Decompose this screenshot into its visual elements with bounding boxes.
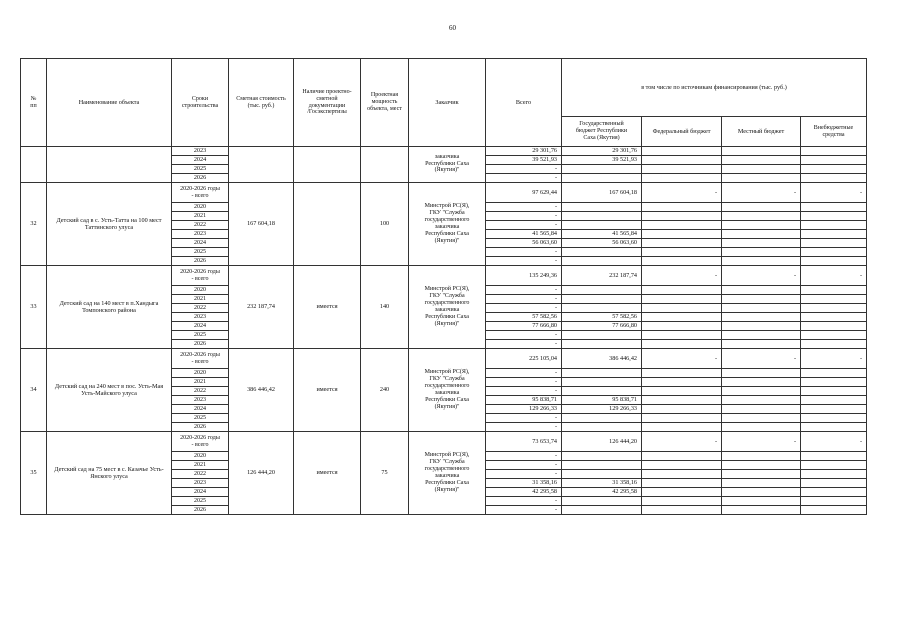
total-cell: -: [486, 506, 562, 515]
header-no: № пп: [21, 59, 47, 147]
capacity: 100: [361, 183, 409, 266]
carry-cost: [229, 147, 294, 183]
local-budget-cell: [722, 405, 801, 414]
capacity: 75: [361, 432, 409, 515]
federal-budget-cell: [642, 295, 722, 304]
state-budget-cell: [562, 331, 642, 340]
federal-budget-cell: [642, 378, 722, 387]
carry-customer: [409, 147, 486, 183]
offbudget-cell: [801, 340, 867, 349]
offbudget-cell: -: [801, 266, 867, 286]
local-budget-cell: [722, 156, 801, 165]
state-budget-cell: [562, 423, 642, 432]
offbudget-cell: [801, 248, 867, 257]
year-cell: 2021: [172, 461, 229, 470]
estimated-cost: 386 446,42: [229, 349, 294, 432]
offbudget-cell: [801, 304, 867, 313]
federal-budget-cell: [642, 230, 722, 239]
federal-budget-cell: [642, 423, 722, 432]
total-cell: 77 666,80: [486, 322, 562, 331]
total-cell: -: [486, 295, 562, 304]
state-budget-cell: [562, 165, 642, 174]
total-cell: 41 565,84: [486, 230, 562, 239]
state-budget-cell: [562, 369, 642, 378]
year-cell: 2022: [172, 387, 229, 396]
total-cell: -: [486, 497, 562, 506]
year-cell: 2024: [172, 488, 229, 497]
year-cell: 2021: [172, 212, 229, 221]
documentation-status: [294, 183, 361, 266]
year-cell: 2020-2026 годы - всего: [172, 266, 229, 286]
year-cell: 2024: [172, 156, 229, 165]
capacity: 240: [361, 349, 409, 432]
federal-budget-cell: [642, 340, 722, 349]
state-budget-cell: 41 565,84: [562, 230, 642, 239]
federal-budget-cell: [642, 414, 722, 423]
federal-budget-cell: [642, 203, 722, 212]
project-name: Детский сад на 240 мест в пос. Усть-Мая Усть-Майского улуса: [47, 349, 172, 432]
local-budget-cell: [722, 304, 801, 313]
state-budget-cell: 95 838,71: [562, 396, 642, 405]
federal-budget-cell: [642, 165, 722, 174]
offbudget-cell: [801, 230, 867, 239]
header-cost: Сметная стоимость (тыс. руб.): [229, 59, 294, 147]
year-cell: 2023: [172, 230, 229, 239]
total-cell: -: [486, 387, 562, 396]
total-cell: -: [486, 304, 562, 313]
offbudget-cell: [801, 414, 867, 423]
offbudget-cell: [801, 405, 867, 414]
federal-budget-cell: [642, 470, 722, 479]
local-budget-cell: [722, 230, 801, 239]
year-cell: 2022: [172, 221, 229, 230]
state-budget-cell: 42 295,58: [562, 488, 642, 497]
local-budget-cell: -: [722, 183, 801, 203]
offbudget-cell: [801, 479, 867, 488]
federal-budget-cell: [642, 497, 722, 506]
estimated-cost: 167 604,18: [229, 183, 294, 266]
total-cell: -: [486, 461, 562, 470]
federal-budget-cell: [642, 212, 722, 221]
table-row: [21, 147, 867, 156]
federal-budget-cell: [642, 396, 722, 405]
header-total: Всего: [486, 59, 562, 147]
total-cell: -: [486, 248, 562, 257]
carry-no: [21, 147, 47, 183]
total-cell: 29 301,76: [486, 147, 562, 156]
total-cell: 56 063,60: [486, 239, 562, 248]
local-budget-cell: [722, 497, 801, 506]
local-budget-cell: [722, 331, 801, 340]
state-budget-cell: 126 444,20: [562, 432, 642, 452]
federal-budget-cell: -: [642, 432, 722, 452]
header-local-budget: Местный бюджет: [722, 117, 801, 147]
year-cell: 2025: [172, 165, 229, 174]
local-budget-cell: [722, 295, 801, 304]
state-budget-cell: [562, 378, 642, 387]
year-cell: 2023: [172, 147, 229, 156]
local-budget-cell: [722, 488, 801, 497]
local-budget-cell: [722, 423, 801, 432]
header-state-budget: Государственный бюджет Республики Саха (Якутия): [562, 117, 642, 147]
state-budget-cell: [562, 506, 642, 515]
local-budget-cell: -: [722, 349, 801, 369]
state-budget-cell: [562, 286, 642, 295]
total-cell: -: [486, 340, 562, 349]
total-cell: 31 358,16: [486, 479, 562, 488]
state-budget-cell: 77 666,80: [562, 322, 642, 331]
federal-budget-cell: [642, 239, 722, 248]
total-cell: -: [486, 369, 562, 378]
federal-budget-cell: [642, 257, 722, 266]
local-budget-cell: [722, 221, 801, 230]
year-cell: 2022: [172, 304, 229, 313]
local-budget-cell: [722, 414, 801, 423]
total-cell: 135 249,36: [486, 266, 562, 286]
offbudget-cell: [801, 452, 867, 461]
customer: Минстрой РС(Я), ГКУ "Служба государственного заказчика Республики Саха (Якутия)": [409, 432, 486, 515]
offbudget-cell: [801, 295, 867, 304]
project-name: Детский сад на 140 мест в п.Хандыга Томпонского района: [47, 266, 172, 349]
year-cell: 2020: [172, 286, 229, 295]
year-cell: 2025: [172, 414, 229, 423]
total-cell: -: [486, 257, 562, 266]
state-budget-cell: [562, 340, 642, 349]
offbudget-cell: [801, 221, 867, 230]
project-number: 35: [21, 432, 47, 515]
federal-budget-cell: [642, 322, 722, 331]
year-cell: 2023: [172, 479, 229, 488]
year-cell: 2021: [172, 295, 229, 304]
total-cell: -: [486, 452, 562, 461]
year-cell: 2023: [172, 396, 229, 405]
local-budget-cell: [722, 387, 801, 396]
header-customer: Заказчик: [409, 59, 486, 147]
year-cell: 2024: [172, 405, 229, 414]
local-budget-cell: [722, 378, 801, 387]
offbudget-cell: [801, 212, 867, 221]
local-budget-cell: [722, 239, 801, 248]
estimated-cost: 126 444,20: [229, 432, 294, 515]
table-row: [21, 349, 867, 369]
year-cell: 2022: [172, 470, 229, 479]
federal-budget-cell: -: [642, 349, 722, 369]
offbudget-cell: -: [801, 432, 867, 452]
total-cell: -: [486, 165, 562, 174]
federal-budget-cell: -: [642, 183, 722, 203]
federal-budget-cell: [642, 479, 722, 488]
local-budget-cell: [722, 506, 801, 515]
header-row: [21, 59, 867, 117]
total-cell: 73 653,74: [486, 432, 562, 452]
local-budget-cell: [722, 369, 801, 378]
local-budget-cell: [722, 147, 801, 156]
offbudget-cell: [801, 461, 867, 470]
offbudget-cell: [801, 165, 867, 174]
total-cell: -: [486, 286, 562, 295]
offbudget-cell: [801, 387, 867, 396]
financing-table: [20, 58, 867, 515]
offbudget-cell: [801, 257, 867, 266]
federal-budget-cell: [642, 156, 722, 165]
header-sources: в том числе по источникам финансирования (тыс. руб.): [562, 59, 867, 117]
local-budget-cell: -: [722, 266, 801, 286]
carry-name: [47, 147, 172, 183]
state-budget-cell: [562, 221, 642, 230]
federal-budget-cell: [642, 369, 722, 378]
estimated-cost: 232 187,74: [229, 266, 294, 349]
local-budget-cell: [722, 322, 801, 331]
total-cell: 39 521,93: [486, 156, 562, 165]
year-cell: 2026: [172, 423, 229, 432]
customer-text: заказчика Республики Саха (Якутия)": [425, 153, 469, 174]
year-cell: 2023: [172, 313, 229, 322]
state-budget-cell: 129 266,33: [562, 405, 642, 414]
year-cell: 2026: [172, 506, 229, 515]
total-cell: -: [486, 470, 562, 479]
project-name: Детский сад на 75 мест в с. Казачье Усть-Янского улуса: [47, 432, 172, 515]
total-cell: 225 105,04: [486, 349, 562, 369]
offbudget-cell: -: [801, 183, 867, 203]
state-budget-cell: [562, 414, 642, 423]
state-budget-cell: 31 358,16: [562, 479, 642, 488]
state-budget-cell: 232 187,74: [562, 266, 642, 286]
year-cell: 2026: [172, 257, 229, 266]
project-number: 34: [21, 349, 47, 432]
local-budget-cell: [722, 286, 801, 295]
local-budget-cell: [722, 461, 801, 470]
state-budget-cell: [562, 461, 642, 470]
year-cell: 2026: [172, 340, 229, 349]
customer: Минстрой РС(Я), ГКУ "Служба государственного заказчика Республики Саха (Якутия)": [409, 183, 486, 266]
offbudget-cell: [801, 396, 867, 405]
year-cell: 2024: [172, 239, 229, 248]
federal-budget-cell: [642, 488, 722, 497]
customer: Минстрой РС(Я), ГКУ "Служба государственного заказчика Республики Саха (Якутия)": [409, 349, 486, 432]
table-row: [21, 183, 867, 203]
local-budget-cell: [722, 165, 801, 174]
federal-budget-cell: [642, 506, 722, 515]
local-budget-cell: [722, 248, 801, 257]
federal-budget-cell: -: [642, 266, 722, 286]
local-budget-cell: [722, 396, 801, 405]
state-budget-cell: [562, 387, 642, 396]
carry-capacity: [361, 147, 409, 183]
local-budget-cell: [722, 452, 801, 461]
total-cell: -: [486, 203, 562, 212]
local-budget-cell: [722, 340, 801, 349]
project-number: 33: [21, 266, 47, 349]
total-cell: -: [486, 212, 562, 221]
state-budget-cell: 56 063,60: [562, 239, 642, 248]
offbudget-cell: [801, 239, 867, 248]
year-cell: 2020-2026 годы - всего: [172, 432, 229, 452]
local-budget-cell: -: [722, 432, 801, 452]
customer: Минстрой РС(Я), ГКУ "Служба государственного заказчика Республики Саха (Якутия)": [409, 266, 486, 349]
state-budget-cell: [562, 497, 642, 506]
total-cell: -: [486, 221, 562, 230]
capacity: 140: [361, 266, 409, 349]
offbudget-cell: [801, 423, 867, 432]
state-budget-cell: 57 582,56: [562, 313, 642, 322]
state-budget-cell: [562, 212, 642, 221]
year-cell: 2020-2026 годы - всего: [172, 183, 229, 203]
offbudget-cell: [801, 488, 867, 497]
state-budget-cell: 29 301,76: [562, 147, 642, 156]
state-budget-cell: [562, 174, 642, 183]
federal-budget-cell: [642, 452, 722, 461]
offbudget-cell: [801, 313, 867, 322]
documentation-status: имеется: [294, 349, 361, 432]
local-budget-cell: [722, 212, 801, 221]
state-budget-cell: 167 604,18: [562, 183, 642, 203]
header-capacity: Проектная мощность объекта, мест: [361, 59, 409, 147]
year-cell: 2025: [172, 248, 229, 257]
federal-budget-cell: [642, 331, 722, 340]
offbudget-cell: [801, 369, 867, 378]
state-budget-cell: [562, 470, 642, 479]
table-row: [21, 266, 867, 286]
federal-budget-cell: [642, 221, 722, 230]
federal-budget-cell: [642, 387, 722, 396]
documentation-status: имеется: [294, 266, 361, 349]
state-budget-cell: 39 521,93: [562, 156, 642, 165]
year-cell: 2026: [172, 174, 229, 183]
local-budget-cell: [722, 174, 801, 183]
total-cell: -: [486, 414, 562, 423]
offbudget-cell: [801, 470, 867, 479]
offbudget-cell: [801, 147, 867, 156]
federal-budget-cell: [642, 248, 722, 257]
local-budget-cell: [722, 479, 801, 488]
state-budget-cell: [562, 203, 642, 212]
local-budget-cell: [722, 313, 801, 322]
year-cell: 2020-2026 годы - всего: [172, 349, 229, 369]
local-budget-cell: [722, 470, 801, 479]
federal-budget-cell: [642, 304, 722, 313]
year-cell: 2020: [172, 203, 229, 212]
year-cell: 2020: [172, 369, 229, 378]
federal-budget-cell: [642, 313, 722, 322]
offbudget-cell: [801, 378, 867, 387]
offbudget-cell: [801, 497, 867, 506]
offbudget-cell: [801, 506, 867, 515]
state-budget-cell: [562, 248, 642, 257]
total-cell: 42 295,58: [486, 488, 562, 497]
state-budget-cell: [562, 304, 642, 313]
table-row: [21, 432, 867, 452]
federal-budget-cell: [642, 286, 722, 295]
federal-budget-cell: [642, 461, 722, 470]
header-period: Сроки строительства: [172, 59, 229, 147]
header-federal-budget: Федеральный бюджет: [642, 117, 722, 147]
state-budget-cell: [562, 257, 642, 266]
offbudget-cell: [801, 174, 867, 183]
documentation-status: имеется: [294, 432, 361, 515]
total-cell: -: [486, 174, 562, 183]
year-cell: 2025: [172, 331, 229, 340]
offbudget-cell: [801, 331, 867, 340]
header-docs: Наличие проектно- сметной документации /Госэкспертизы: [294, 59, 361, 147]
total-cell: 95 838,71: [486, 396, 562, 405]
federal-budget-cell: [642, 405, 722, 414]
total-cell: 129 266,33: [486, 405, 562, 414]
year-cell: 2024: [172, 322, 229, 331]
state-budget-cell: 386 446,42: [562, 349, 642, 369]
federal-budget-cell: [642, 147, 722, 156]
local-budget-cell: [722, 257, 801, 266]
project-name: Детский сад в с. Усть-Татта на 100 мест Таттинского улуса: [47, 183, 172, 266]
local-budget-cell: [722, 203, 801, 212]
total-cell: -: [486, 423, 562, 432]
header-offbudget: Внебюджетные средства: [801, 117, 867, 147]
carry-docs: [294, 147, 361, 183]
header-name: Наименование объекта: [47, 59, 172, 147]
offbudget-cell: -: [801, 349, 867, 369]
page-number: 60: [449, 24, 456, 32]
year-cell: 2020: [172, 452, 229, 461]
state-budget-cell: [562, 452, 642, 461]
federal-budget-cell: [642, 174, 722, 183]
project-number: 32: [21, 183, 47, 266]
total-cell: -: [486, 331, 562, 340]
offbudget-cell: [801, 286, 867, 295]
offbudget-cell: [801, 322, 867, 331]
total-cell: 57 582,56: [486, 313, 562, 322]
total-cell: -: [486, 378, 562, 387]
year-cell: 2021: [172, 378, 229, 387]
offbudget-cell: [801, 156, 867, 165]
total-cell: 97 629,44: [486, 183, 562, 203]
year-cell: 2025: [172, 497, 229, 506]
state-budget-cell: [562, 295, 642, 304]
offbudget-cell: [801, 203, 867, 212]
